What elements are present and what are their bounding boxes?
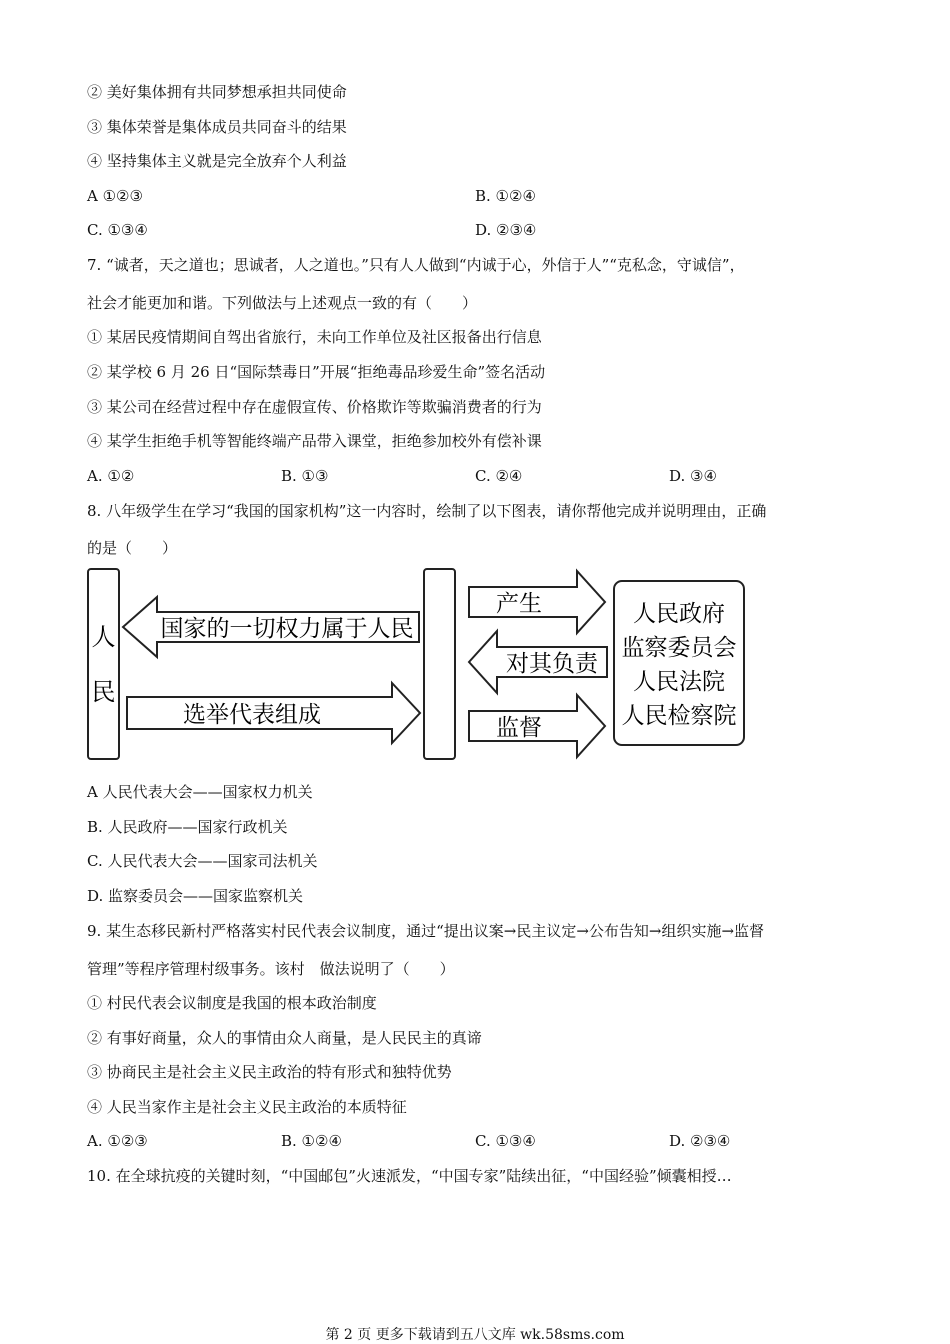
q8-stem-line1: 8. 八年级学生在学习“我国的国家机构”这一内容时，绘制了以下图表，请你帮他完成并说明理由，正确 xyxy=(87,502,767,520)
responsible-label: 对其负责 xyxy=(506,651,598,677)
q6-option-3: ③ 集体荣誉是集体成员共同奋斗的结果 xyxy=(87,118,347,136)
page-footer: 第 2 页 更多下载请到五八文库 wk.58sms.com xyxy=(325,1327,625,1343)
q9-stem-line1: 9. 某生态移民新村严格落实村民代表会议制度，通过“提出议案→民主议定→公布告知→组织实施→监督 xyxy=(87,922,765,940)
q9-option-1: ① 村民代表会议制度是我国的根本政治制度 xyxy=(87,994,377,1012)
q9-choice-b: B. ①②④ xyxy=(281,1132,342,1150)
state-organs-diagram xyxy=(87,565,747,765)
q9-option-3: ③ 协商民主是社会主义民主政治的特有形式和独特优势 xyxy=(87,1063,452,1081)
q10-stem-line1: 10. 在全球抗疫的关键时刻，“中国邮包”火速派发，“中国专家”陆续出征，“中国经验”倾囊相授… xyxy=(87,1167,732,1185)
q8-choice-c: C. 人民代表大会——国家司法机关 xyxy=(87,852,318,870)
q7-option-4: ④ 某学生拒绝手机等智能终端产品带入课堂，拒绝参加校外有偿补课 xyxy=(87,432,542,450)
elect-representatives-label: 选举代表组成 xyxy=(183,702,321,728)
q9-choice-a: A. ①②③ xyxy=(87,1132,148,1150)
q9-option-2: ② 有事好商量，众人的事情由众人商量，是人民民主的真谛 xyxy=(87,1029,482,1047)
q7-choice-d: D. ③④ xyxy=(669,467,717,485)
q7-stem-line1: 7. “诚者，天之道也；思诚者，人之道也。”只有人人做到“内诚于心，外信于人”“克私念，守诚信”， xyxy=(87,256,745,274)
people-box xyxy=(88,569,119,759)
organ-government: 人民政府 xyxy=(633,601,725,627)
power-belongs-label: 国家的一切权力属于人民 xyxy=(160,616,414,642)
people-label-2: 民 xyxy=(91,678,116,706)
q6-choice-d: D. ②③④ xyxy=(475,221,537,239)
q9-option-4: ④ 人民当家作主是社会主义民主政治的本质特征 xyxy=(87,1098,407,1116)
blank-organ-box xyxy=(424,569,455,759)
q7-option-1: ① 某居民疫情期间自驾出省旅行，未向工作单位及社区报备出行信息 xyxy=(87,328,542,346)
q7-choice-c: C. ②④ xyxy=(475,467,523,485)
q7-choice-b: B. ①③ xyxy=(281,467,329,485)
q6-choice-c: C. ①③④ xyxy=(87,221,148,239)
q8-choice-d: D. 监察委员会——国家监察机关 xyxy=(87,887,304,905)
organ-supervisory-commission: 监察委员会 xyxy=(621,635,737,661)
q7-choice-a: A. ①② xyxy=(87,467,135,485)
q9-choice-c: C. ①③④ xyxy=(475,1132,536,1150)
q8-choice-b: B. 人民政府——国家行政机关 xyxy=(87,818,288,836)
organ-court: 人民法院 xyxy=(633,669,725,695)
q9-stem-line2: 管理”等程序管理村级事务。该村 做法说明了（ ） xyxy=(87,960,455,978)
q7-option-3: ③ 某公司在经营过程中存在虚假宣传、价格欺诈等欺骗消费者的行为 xyxy=(87,398,542,416)
organ-procuratorate: 人民检察院 xyxy=(621,703,737,729)
q6-option-2: ② 美好集体拥有共同梦想承担共同使命 xyxy=(87,83,347,101)
q7-option-2: ② 某学校 6 月 26 日“国际禁毒日”开展“拒绝毒品珍爱生命”签名活动 xyxy=(87,363,546,381)
q6-choice-b: B. ①②④ xyxy=(475,187,536,205)
produce-label: 产生 xyxy=(496,591,542,617)
q7-stem-line2: 社会才能更加和谐。下列做法与上述观点一致的有（ ） xyxy=(87,294,478,312)
q8-choice-a: A 人民代表大会——国家权力机关 xyxy=(87,783,313,801)
q6-choice-a: A ①②③ xyxy=(87,187,143,205)
people-label-1: 人 xyxy=(91,623,116,651)
q6-option-4: ④ 坚持集体主义就是完全放弃个人利益 xyxy=(87,152,347,170)
q8-stem-line2: 的是（ ） xyxy=(87,539,178,557)
supervise-label: 监督 xyxy=(496,715,542,741)
q9-choice-d: D. ②③④ xyxy=(669,1132,731,1150)
